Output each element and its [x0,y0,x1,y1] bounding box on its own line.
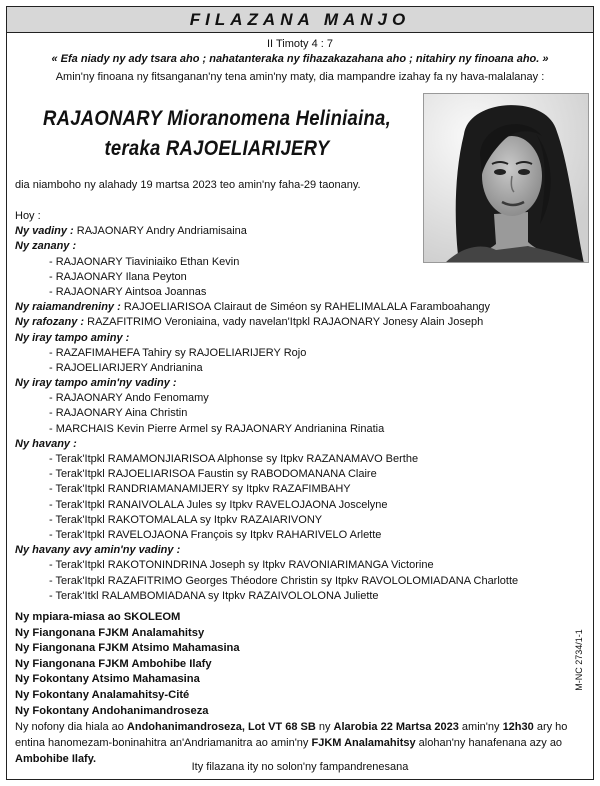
list-item: Ny Fiangonana FJKM Analamahitsy [15,626,205,639]
children-label: Ny zanany : [15,240,77,253]
list-item: Ny Fiangonana FJKM Ambohibe Ilafy [15,657,212,670]
death-announcement: dia niamboho ny alahady 19 martsa 2023 teo amin'ny faha-29 taonany. [15,179,361,191]
list-item: - RAJAONARY Aintsoa Joannas [49,285,207,298]
list-item: - Terak'Itpkl RANDRIAMANAMIJERY sy Itpkv RAZAFIMBAHY [49,483,351,496]
list-item: - Terak'Itpkl RAKOTOMALALA sy Itpkv RAZAIARIVONY [49,513,323,526]
departure-place: Andohanimandroseza, Lot VT 68 SB [126,721,316,733]
list-item: - RAJAONARY Ando Fenomamy [49,392,209,405]
verse-text: « Efa niady ny ady tsara aho ; nahatanteraka ny fihazakazahana aho ; nitahiry ny finoana aho. » [51,53,549,65]
spouse-row [15,224,575,239]
list-item: - Terak'Itpkl RAKOTONINDRINA Joseph sy Itpkv RAVONIARIMANGA Victorine [49,559,434,572]
church-name: FJKM Analamahitsy [311,737,416,749]
notice-banner: FILAZANA MANJO [7,7,593,33]
hoy-label: Hoy : [15,210,41,222]
spouse-value: RAJAONARY Andry Andriamisaina [76,225,247,238]
funeral-date: Alarobia 22 Martsa 2023 [333,721,459,733]
list-item: - Terak'Itkl RALAMBOMIADANA sy Itpkv RAZAIVOLOLONA Juliette [49,589,379,602]
spouse-label: Ny vadiny : [15,225,74,238]
funeral-text: ary ho entina hanomezam-boninahitra an'Andriamanitra ao amin'ny [15,721,568,749]
list-item: Ny Fokontany Analamahitsy-Cité [15,688,190,701]
list-item: - Terak'Itpkl RAJOELIARISOA Faustin sy RABODOMANANA Claire [49,468,377,481]
parents-label: Ny raiamandreniny : [15,301,121,314]
list-item: - Terak'Itpkl RAVELOJAONA François sy Itpkv RAHARIVELO Arlette [49,528,382,541]
deceased-maiden-name: teraka RAJOELIARIJERY [104,137,330,160]
parents-value: RAJOELIARISOA Clairaut de Siméon sy RAHELIMALALA Faramboahangy [123,301,491,314]
footer-note: Ity filazana ity no solon'ny fampandrenesana [191,761,409,773]
funeral-text: alohan'ny hanafenana azy ao [415,737,563,749]
list-item: Ny Fokontany Andohanimandroseza [15,704,209,717]
list-item: - RAJAONARY Ilana Peyton [49,270,187,283]
list-item: - Terak'Itpkl RAMAMONJIARISOA Alphonse sy Itpkv RAZANAMAVO Berthe [49,453,419,465]
list-item: - RAJAONARY Aina Christin [49,407,188,420]
list-item: - RAZAFIMAHEFA Tahiry sy RAJOELIARIJERY Rojo [49,346,307,359]
list-item: Ny mpiara-miasa ao SKOLEOM [15,611,181,623]
list-item: - RAJOELIARIJERY Andrianina [49,361,203,374]
verse-reference: II Timoty 4 : 7 [266,38,334,50]
list-item: Ny Fokontany Atsimo Mahamasina [15,673,200,686]
in-laws-row [15,315,575,330]
list-item: - RAJAONARY Tiaviniaiko Ethan Kevin [49,255,240,268]
spouse-relatives-label: Ny havany avy amin'ny vadiny : [15,544,181,557]
burial-place: Ambohibe Ilafy. [15,753,97,765]
family-list [15,209,575,604]
intro-text: Amin'ny finoana ny fitsanganan'ny tena amin'ny maty, dia mampandre izahay fa ny hava-malalanay : [55,71,545,83]
in-laws-label: Ny rafozany : [15,316,85,329]
relatives-label: Ny havany : [15,437,77,450]
reference-code [573,627,585,693]
parents-row [15,300,575,315]
siblings-label: Ny iray tampo aminy : [15,331,130,344]
reference-code-text: M-NC 2734/1-1 [574,629,584,691]
funeral-text: amin'ny [458,721,503,733]
funeral-details [15,719,587,767]
spouse-siblings-label: Ny iray tampo amin'ny vadiny : [15,377,177,390]
funeral-time: 12h30 [502,721,534,733]
list-item: - MARCHAIS Kevin Pierre Armel sy RAJAONARY Andrianina Rinatia [49,422,385,435]
obituary-notice [6,6,594,780]
in-laws-value: RAZAFITRIMO Veroniaina, vady navelan'Itpkl RAJAONARY Jonesy Alain Joseph [87,316,484,329]
list-item: - Terak'Itpkl RANAIVOLALA Jules sy Itpkv RAVELOJAONA Joscelyne [49,498,388,511]
list-item: Ny Fiangonana FJKM Atsimo Mahamasina [15,642,240,655]
funeral-text: Ny nofony dia hiala ao [15,721,127,733]
list-item: - Terak'Itpkl RAZAFITRIMO Georges Théodore Christin sy Itpkv RAVOLOLOMIADANA Charlotte [49,574,519,587]
funeral-text: ny [315,721,334,733]
deceased-name: RAJAONARY Mioranomena Heliniaina, [43,107,391,130]
organizations-list [15,610,240,719]
